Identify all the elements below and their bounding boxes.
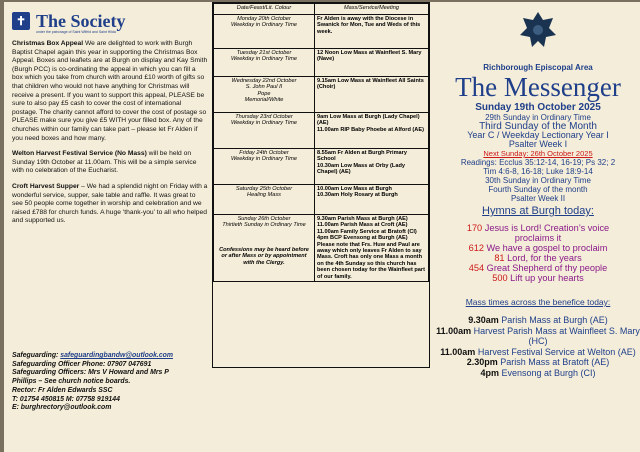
society-logo-icon: ✝ <box>12 12 30 30</box>
table-row <box>214 185 429 215</box>
list-item <box>436 233 640 243</box>
readings-line: Readings: Ecclus 35:12-14, 16-19; Ps 32; 2 <box>460 158 616 167</box>
rector-phone: T: 01754 450815 M: 07758 919144 <box>12 395 120 403</box>
hymn-number: 612 <box>468 243 484 253</box>
hymn-title: Lord, for the years <box>507 253 582 263</box>
row-date: Saturday 25th October Healing Mass <box>214 185 315 215</box>
hymn-title: We have a gospel to proclaim <box>486 243 608 253</box>
liturgy-line: Psalter Week I <box>508 139 568 149</box>
hymn-number: 454 <box>468 263 485 273</box>
mass-time: 2.30pm <box>466 357 498 368</box>
safeguarding-label: Safeguarding: <box>12 352 59 359</box>
sunday-date: Sunday 19th October 2025 <box>475 102 601 113</box>
row-date: Friday 24th October Weekday in Ordinary Time <box>214 149 315 185</box>
row-mass: 9am Low Mass at Burgh (Lady Chapel) (AE) 11.00am RIP Baby Phoebe at Alford (AE) <box>315 113 429 149</box>
notice-christmas-box <box>12 40 208 143</box>
notice-title: Christmas Box Appeal <box>12 40 84 47</box>
sunday-label: Sunday 26th October Thirtieth Sunday in Ordinary Time <box>222 216 306 229</box>
mass-times-list <box>436 315 640 379</box>
mass-time: 9.30am <box>468 315 499 325</box>
hymn-number: 81 <box>494 253 505 263</box>
row-mass: 9.15am Low Mass at Wainfleet All Saints (Choir) <box>315 77 429 113</box>
mass-desc: Harvest Festival Service at Welton (AE) <box>477 346 636 357</box>
rector-email: E: burghrectory@outlook.com <box>12 404 112 412</box>
safeguarding-email-line <box>12 352 222 361</box>
left-column <box>12 10 208 233</box>
table-row <box>214 15 429 49</box>
safeguarding-email-link[interactable]: safeguardingbandw@outlook.com <box>60 352 174 359</box>
hymns-heading: Hymns at Burgh today: <box>482 205 594 217</box>
notice-croft-supper <box>12 183 208 226</box>
row-mass: 10.00am Low Mass at Burgh 10.30am Holy Rosary at Burgh <box>315 185 429 215</box>
readings <box>436 158 640 203</box>
list-item <box>436 253 640 263</box>
table-row <box>214 77 429 113</box>
list-item <box>436 347 640 358</box>
table-row <box>214 215 429 282</box>
mass-desc: Harvest Parish Mass at Wainfleet S. Mary (HC) <box>473 325 640 347</box>
newsletter-title: The Messenger <box>455 72 621 102</box>
liturgy-line: Year C / Weekday Lectionary Year I <box>467 130 609 140</box>
table-header <box>214 4 429 15</box>
list-item <box>436 368 640 379</box>
readings-line: Tim 4:6-8, 16-18; Luke 18:9-14 <box>483 167 593 176</box>
row-date: Tuesday 21st October Weekday in Ordinary Time <box>214 49 315 77</box>
hymn-number: 500 <box>492 273 508 283</box>
mass-time: 11.00am <box>436 325 472 336</box>
society-brand <box>12 10 208 32</box>
row-mass: 8.55am Fr Alden at Burgh Primary School 10.30am Low Mass at Orby (Lady Chapel) (AE) <box>315 149 429 185</box>
header-mass: Mass/Service/Meeting <box>315 4 429 15</box>
notice-title: Welton Harvest Festival Service (No Mass) <box>12 150 147 158</box>
mass-times-heading: Mass times across the benefice today: <box>465 297 611 307</box>
safeguarding-officers-cont: Phillips – See church notice boards. <box>12 378 131 386</box>
rector-name: Rector: Fr Alden Edwards SSC <box>12 386 113 394</box>
mass-desc: Evensong at Burgh (CI) <box>501 367 596 378</box>
list-item <box>436 315 640 326</box>
list-item <box>436 326 640 347</box>
mass-desc: Parish Mass at Burgh (AE) <box>501 315 608 325</box>
row-mass: 9.30am Parish Mass at Burgh (AE) 11.00am Parish Mass at Croft (AE) 11.00am Family Service at Bratoft (CI) 4pm BCP Evensong at Burgh (AE) Please note that Frs. Huw and Paul are away which only leaves Fr Alden to say Mass. Croft has only one Mass a month on the 4th Sunday so this church has been chosen today for the Wainfleet part of our family. <box>315 215 429 282</box>
notice-body: – We had a splendid night on Friday with a wonderful service, supper, sale table and raffle. It was great to see 50 people come together in worship and celebration and we raised £788 for church funds. A huge ‘thank-you’ to all who helped and supported us. <box>12 182 208 225</box>
list-item <box>436 223 640 233</box>
safeguarding-info <box>12 352 222 413</box>
header-date: Date/Feast/Lit. Colour <box>214 4 315 15</box>
next-sunday: Next Sunday: 26th October 2025 <box>483 149 593 158</box>
row-mass: 12 Noon Low Mass at Wainfleet S. Mary (Nave) <box>315 49 429 77</box>
row-date <box>214 215 315 282</box>
list-item <box>436 273 640 283</box>
episcopal-area: Richborough Episcopal Area <box>483 63 593 72</box>
list-item <box>436 263 640 273</box>
mass-time: 4pm <box>480 367 499 378</box>
diocese-emblem-icon <box>518 10 558 50</box>
safeguarding-officers: Safeguarding Officers: Mrs V Howard and Mrs P <box>12 369 169 377</box>
mass-desc: Parish Mass at Bratoft (AE) <box>500 357 610 368</box>
readings-line: 30th Sunday in Ordinary Time <box>485 176 591 185</box>
brand-name: The Society <box>36 10 126 31</box>
list-item <box>436 243 640 253</box>
notice-welton-harvest <box>12 150 208 176</box>
right-column <box>436 4 640 379</box>
safeguarding-phone: Safeguarding Officer Phone: 07907 047691 <box>12 360 152 368</box>
liturgy-line: 29th Sunday in Ordinary Time <box>485 113 591 122</box>
row-date: Monday 20th October Weekday in Ordinary Time <box>214 15 315 49</box>
table-row <box>214 149 429 185</box>
readings-line: Psalter Week II <box>510 194 566 203</box>
hymns-list <box>436 223 640 283</box>
hymn-title-cont: proclaims it <box>514 233 562 243</box>
notice-title: Croft Harvest Supper <box>12 182 80 190</box>
hymn-title: Jesus is Lord! Creation’s voice <box>484 223 610 233</box>
brand-tagline: under the patronage of Saint Wilfrid and Saint Hilda <box>36 30 116 34</box>
mass-time: 11.00am <box>440 346 476 357</box>
table-row <box>214 113 429 149</box>
notices <box>12 40 208 226</box>
readings-line: Fourth Sunday of the month <box>488 185 588 194</box>
weekly-schedule-table <box>212 2 430 368</box>
newsletter-page <box>4 2 640 452</box>
notice-body: We are delighted to work with Burgh Baptist Chapel again this year in supporting the Christmas Box Appeal. Boxes and leaflets are at Burgh on display and Kay Smith (Burgh PCC) is co-ordinating the appeal in which you can fill a box which you take from church with around £10 worth of gifts so that children who would not have anything for Christmas will receive a present. If you want to support this appeal, PLEASE be sure to also pay £5 cash to cover the cost of international postage. The charity cannot afford to cover the cost of postage so PLEASE make sure you give £5 WITH your filled box. Any of the churches within our family can take part – please let Fr Alden if you need boxes and how many. <box>12 40 208 142</box>
hymn-title: Lift up your hearts <box>510 273 584 283</box>
liturgy-line: Third Sunday of the Month <box>479 121 597 132</box>
confession-note: Confessions may be heard before or after Mass or by appointment with the Clergy. <box>219 246 309 266</box>
hymn-title: Great Shepherd of thy people <box>486 263 608 273</box>
table-row <box>214 49 429 77</box>
notice-body: will be held on Sunday 19th October at 11.00am. This will be a simple service with no celebration of the Eucharist. <box>12 150 197 175</box>
row-date: Wednesday 22nd October S. John Paul II Pope Memorial/White <box>214 77 315 113</box>
list-item <box>436 357 640 368</box>
liturgical-info <box>436 113 640 149</box>
row-date: Thursday 23rd October Weekday in Ordinary Time <box>214 113 315 149</box>
row-mass: Fr Alden is away with the Diocese in Swanick for Mon, Tue and Weds of this week. <box>315 15 429 49</box>
hymn-number: 170 <box>466 223 483 233</box>
